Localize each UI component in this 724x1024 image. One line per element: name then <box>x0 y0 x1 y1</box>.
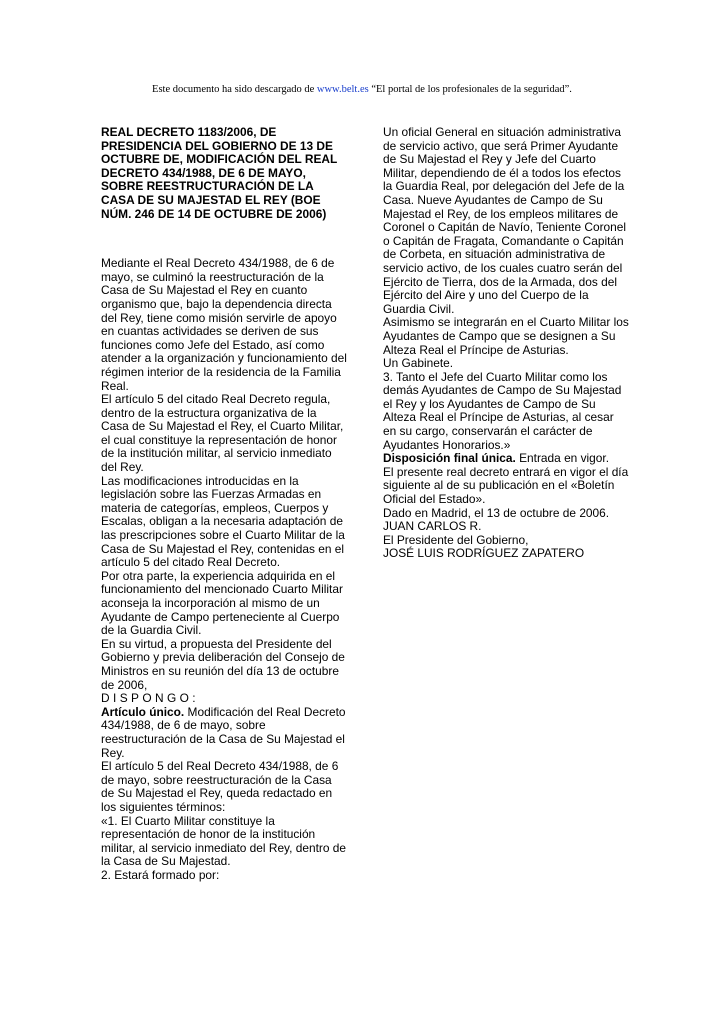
signature-president: JOSÉ LUIS RODRÍGUEZ ZAPATERO <box>383 546 585 561</box>
article-unico <box>101 706 347 760</box>
paragraph-preamble-1: Mediante el Real Decreto 434/1988, de 6 de mayo, se culminó la reestructuración de la Casa de Su Majestad el Rey en cuanto organismo que, bajo la dependencia directa del Rey, tiene como misión servirle de apoyo en cuantas actividades se deriven de sus funciones como Jefe del Estado, así como atender a la organización y funcionamiento del régimen interior de la residencia de la Familia Real. <box>101 256 347 393</box>
final-provision-heading: Disposición final única. <box>383 451 516 466</box>
download-notice-prefix: Este documento ha sido descargado de <box>152 84 317 95</box>
download-notice <box>0 84 724 95</box>
paragraph-gabinete: Un Gabinete. <box>383 356 454 371</box>
signature-king: JUAN CARLOS R. <box>383 519 482 534</box>
paragraph-entry-into-force: El presente real decreto entrará en vigor el día siguiente al de su publicación en el «Boletín Oficial del Estado». <box>383 464 629 507</box>
download-notice-suffix: “El portal de los profesionales de la seguridad”. <box>368 84 572 95</box>
article-unico-heading: Artículo único. <box>101 704 185 719</box>
signing-date: Dado en Madrid, el 13 de octubre de 2006. <box>383 505 610 520</box>
paragraph-preamble-4: Por otra parte, la experiencia adquirida en el funcionamiento del mencionado Cuarto Militar aconseja la incorporación al mismo de un Ayudante de Campo perteneciente al Cuerpo de la Guardia Civil. <box>101 568 343 638</box>
final-provision <box>383 452 629 466</box>
paragraph-article-intro: El artículo 5 del Real Decreto 434/1988, de 6 de mayo, sobre reestructuración de la Casa de Su Majestad el Rey, queda redactado en los siguientes términos: <box>101 759 339 814</box>
left-column <box>101 126 347 882</box>
signature-role: El Presidente del Gobierno, <box>383 532 529 547</box>
paragraph-prince-aides: Asimismo se integrarán en el Cuarto Militar los Ayudantes de Campo que se designen a Su Alteza Real el Príncipe de Asturias. <box>383 315 629 357</box>
dispongo-line: DISPONGO: <box>101 691 199 706</box>
paragraph-preamble-5: En su virtud, a propuesta del Presidente del Gobierno y previa deliberación del Consejo de Ministros en su reunión del día 13 de octubre de 2006, <box>101 636 345 692</box>
paragraph-preamble-2: El artículo 5 del citado Real Decreto regula, dentro de la estructura organizativa de la Casa de Su Majestad el Rey, el Cuarto Militar, el cual constituye la representación de honor de la institución militar, al servicio inmediato del Rey. <box>101 392 344 475</box>
document-title: REAL DECRETO 1183/2006, DE PRESIDENCIA DEL GOBIERNO DE 13 DE OCTUBRE DE, MODIFICACIÓN DEL REAL DECRETO 434/1988, DE 6 DE MAYO, SOBRE REESTRUCTURACIÓN DE LA CASA DE SU MAJESTAD EL REY (BOE NÚM. 246 DE 14 DE OCTUBRE DE 2006) <box>101 125 338 221</box>
paragraph-composition: Un oficial General en situación administrativa de servicio activo, que será Primer Ayudante de Su Majestad el Rey y Jefe del Cuarto Militar, dependiendo de él a todos los efectos la Guardia Real, por delegación del Jefe de la Casa. Nueve Ayudantes de Campo de Su Majestad el Rey, de los empleos militares de Coronel o Capitán de Navío, Teniente Coronel o Capitán de Fragata, Comandante o Capitán de Corbeta, en situación administrativa de servicio activo, de los cuales cuatro serán del Ejército de Tierra, dos de la Armada, dos del Ejército del Aire y uno del Cuerpo de la Guardia Civil. <box>383 125 627 316</box>
final-provision-text: Entrada en vigor. <box>515 451 610 466</box>
belt-link[interactable]: www.belt.es <box>316 84 369 95</box>
paragraph-preamble-3: Las modificaciones introducidas en la legislación sobre las Fuerzas Armadas en materia de categorías, empleos, Cuerpos y Escalas, obligan a la necesaria adaptación de las prescripciones sobre el Cuarto Militar de la Casa de Su Majestad el Rey, contenidas en el artículo 5 del citado Real Decreto. <box>101 473 345 570</box>
paragraph-article-point-1: «1. El Cuarto Militar constituye la representación de honor de la institución militar, al servicio inmediato del Rey, dentro de la Casa de Su Majestad. <box>101 813 346 869</box>
paragraph-article-point-2: 2. Estará formado por: <box>101 867 220 882</box>
paragraph-article-point-3: 3. Tanto el Jefe del Cuarto Militar como los demás Ayudantes de Campo de Su Majestad el Rey y los Ayudantes de Campo de Su Alteza Real el Príncipe de Asturias, al cesar en su cargo, conservarán el carácter de Ayudantes Honorarios.» <box>383 369 622 452</box>
right-column <box>383 126 629 561</box>
article-unico-text: Modificación del Real Decreto 434/1988, de 6 de mayo, sobre reestructuración de la Casa de Su Majestad el Rey. <box>101 704 346 760</box>
